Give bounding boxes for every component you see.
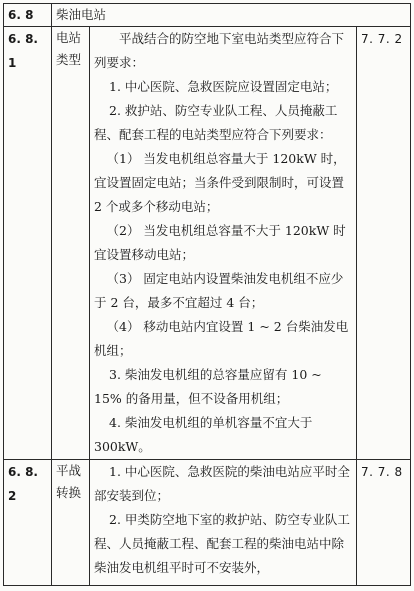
clause-paragraph: 2. 救护站、防空专业队工程、人员掩蔽工程、配套工程的电站类型应符合下列要求： (94, 103, 338, 142)
clause-name (52, 460, 90, 586)
clause-name (52, 27, 90, 460)
clause-number: 6. 8. 1 (4, 27, 52, 460)
clause-name-line: 类型 (56, 52, 82, 67)
table-row (4, 460, 411, 586)
clause-paragraph: 4. 柴油发电机组的单机容量不宜大于 300kW。 (94, 415, 313, 454)
clause-paragraph: 平战结合的防空地下室电站类型应符合下列要求： (94, 31, 345, 70)
clause-name-line: 电站 (56, 30, 82, 45)
table-row (4, 27, 411, 460)
clause-paragraph: （2） 当发电机组总容量不大于 120kW 时宜设置移动电站； (94, 223, 346, 262)
clause-name-line: 平战 (56, 463, 82, 478)
clause-paragraph: （1） 当发电机组总容量大于 120kW 时，宜设置固定电站；当条件受到限制时，可设置 2 个或多个移动电站； (94, 151, 346, 214)
clause-body (90, 460, 357, 586)
clause-number: 6. 8. 2 (4, 460, 52, 586)
specification-table (3, 3, 411, 586)
reference-clause: 7. 7. 8 (357, 460, 411, 586)
clause-paragraph: （4） 移动电站内宜设置 1 ~ 2 台柴油发电机组； (94, 319, 349, 358)
reference-clause: 7. 7. 2 (357, 27, 411, 460)
section-number: 6. 8 (4, 4, 52, 27)
clause-name-line: 转换 (56, 485, 82, 500)
section-title: 柴油电站 (52, 4, 411, 27)
clause-body (90, 27, 357, 460)
clause-paragraph: 1. 中心医院、急救医院的柴油电站应平时全部安装到位； (94, 464, 350, 503)
clause-paragraph: 1. 中心医院、急救医院应设置固定电站； (109, 79, 338, 94)
clause-paragraph: 2. 甲类防空地下室的救护站、防空专业队工程、人员掩蔽工程、配套工程的柴油电站中除柴油发电机组平时可不安装外， (94, 512, 350, 575)
clause-paragraph: 3. 柴油发电机组的总容量应留有 10 ~ 15% 的备用量，但不设备用机组； (94, 367, 322, 406)
clause-paragraph: （3） 固定电站内设置柴油发电机组不应少于 2 台，最多不宜超过 4 台； (94, 271, 344, 310)
section-header-row (4, 4, 411, 27)
